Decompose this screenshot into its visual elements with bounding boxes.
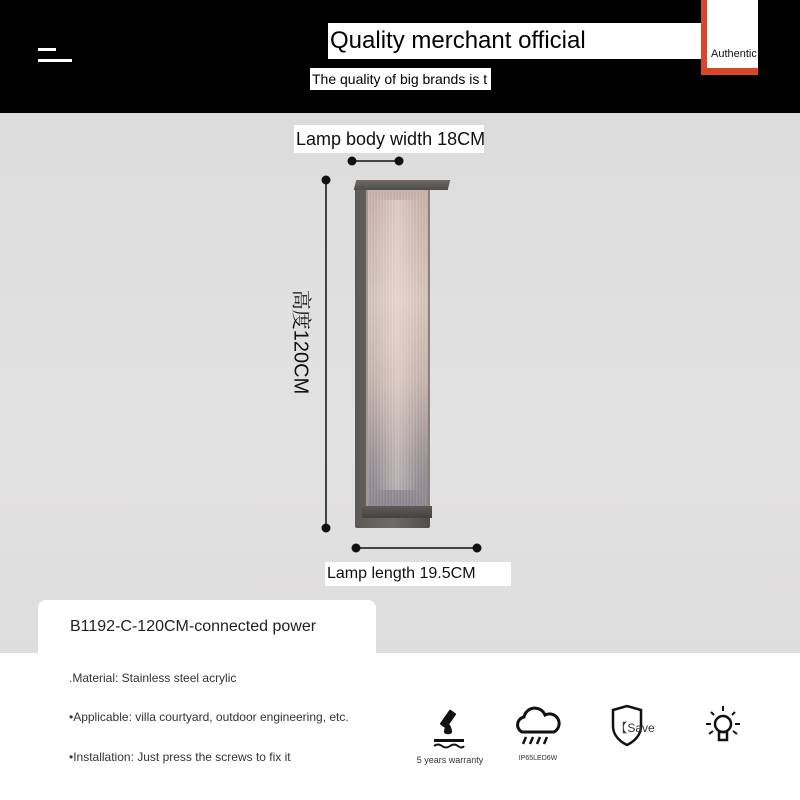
subheadline: The quality of big brands is t <box>310 68 491 90</box>
headline: Quality merchant official <box>328 23 748 59</box>
model-title: B1192-C-120CM-connected power <box>70 618 317 635</box>
lamp-body <box>366 190 430 508</box>
spec-installation: •Installation: Just press the screws to fix it <box>69 750 291 764</box>
save-caption: 【Save <box>615 721 655 735</box>
length-label: Lamp length 19.5CM <box>325 562 511 586</box>
feature-waterproof <box>510 704 566 774</box>
model-card <box>38 600 376 662</box>
feature-light <box>700 704 746 750</box>
authentic-badge-inner <box>707 0 758 68</box>
height-label: 高度120CM <box>289 289 312 395</box>
warranty-icon <box>412 704 488 750</box>
spec-applicable: •Applicable: villa courtyard, outdoor engineering, etc. <box>69 710 349 724</box>
menu-icon-bar <box>38 48 56 51</box>
warranty-caption: 5 years warranty <box>416 755 484 765</box>
menu-icon-bar <box>38 59 72 62</box>
width-label: Lamp body width 18CM <box>294 125 484 153</box>
feature-warranty <box>412 704 488 774</box>
waterproof-caption: IP65LED6W <box>518 755 558 762</box>
lamp-base <box>362 506 432 518</box>
lamp-cap <box>354 180 450 190</box>
feature-save <box>604 704 655 750</box>
lamp-glow <box>374 200 420 490</box>
top-banner <box>0 0 800 113</box>
light-bulb-icon <box>700 704 746 750</box>
spec-material: .Material: Stainless steel acrylic <box>69 671 237 685</box>
rain-cloud-icon <box>510 704 566 750</box>
menu-icon[interactable] <box>38 46 72 66</box>
authentic-badge <box>701 0 758 75</box>
authentic-badge-text: Authentic <box>711 48 757 60</box>
